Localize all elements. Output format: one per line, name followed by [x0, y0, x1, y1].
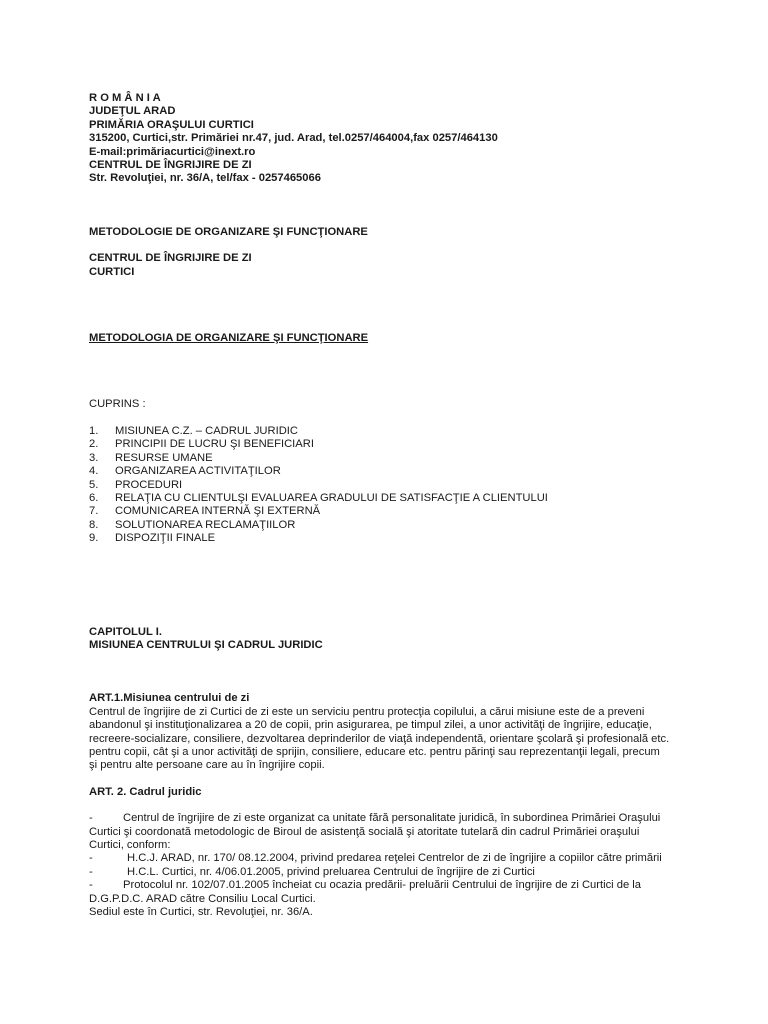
list-item: 7. COMUNICAREA INTERNĂ ŞI EXTERNĂ: [89, 505, 321, 518]
letterhead: [89, 92, 689, 186]
article-1-line: abandonul şi instituţionalizarea a 20 de copii, prin asigurarea, pe timpul zilei, a unor activităţi de îngrijire, educaţie,: [89, 719, 652, 732]
article-2: [89, 786, 689, 920]
list-item: 4. ORGANIZAREA ACTIVITAŢILOR: [89, 465, 281, 478]
chapter-number: CAPITOLUL I.: [89, 625, 162, 638]
list-item: 8. SOLUTIONAREA RECLAMAŢIILOR: [89, 518, 296, 531]
document-page: [89, 92, 689, 919]
list-item: 1. MISIUNEA C.Z. – CADRUL JURIDIC: [89, 424, 298, 437]
article-1-line: recreere-socializare, consiliere, dezvoltarea deprinderilor de viaţă independentă, orientare şcolară şi profesională etc.: [89, 732, 670, 745]
address-line: 315200, Curtici,str. Primăriei nr.47, jud. Arad, tel.0257/464004,fax 0257/464130: [89, 132, 498, 145]
article-2-heading: ART. 2. Cadrul juridic: [89, 785, 202, 798]
article-2-continuation: D.G.P.D.C. ARAD către Consiliu Local Curtici.: [89, 892, 316, 905]
article-1-line: Centrul de îngrijire de zi Curtici de zi este un serviciu pentru protecţia copilului, a cărui misiune este de a preveni: [89, 705, 645, 718]
email-line: E-mail:primăriacurtici@inext.ro: [89, 145, 256, 158]
list-item: - H.C.J. ARAD, nr. 170/ 08.12.2004, privind predarea reţelei Centrelor de zi de îngrijire a copiilor către primării: [89, 852, 662, 865]
list-item: 6. RELAŢIA CU CLIENTULŞI EVALUAREA GRADULUI DE SATISFACŢIE A CLIENTULUI: [89, 491, 548, 504]
article-2-seat: Sediul este în Curtici, str. Revoluţiei, nr. 36/A.: [89, 906, 313, 919]
list-item: 3. RESURSE UMANE: [89, 451, 213, 464]
title-block: [89, 226, 689, 279]
city-hall-line: PRIMĂRIA ORAŞULUI CURTICI: [89, 118, 254, 131]
document-title: METODOLOGIE DE ORGANIZARE ŞI FUNCŢIONARE: [89, 225, 368, 238]
toc-list: [89, 425, 689, 546]
article-2-line: Curtici şi coordonată metodologic de Biroul de asistenţă socială şi atoritate tutelară din cadrul Primăriei oraşului: [89, 825, 640, 838]
list-item: - H.C.L. Curtici, nr. 4/06.01.2005, privind preluarea Centrului de îngrijire de zi Curtici: [89, 865, 535, 878]
list-item: - Protocolul nr. 102/07.01.2005 încheiat cu ocazia predării- preluării Centrului de îngrijire de zi Curtici de la: [89, 879, 642, 892]
center-line: CENTRUL DE ÎNGRIJIRE DE ZI: [89, 159, 252, 172]
list-item: 2. PRINCIPII DE LUCRU ŞI BENEFICIARI: [89, 438, 314, 451]
toc-label: CUPRINS :: [89, 398, 146, 411]
center-name: CENTRUL DE ÎNGRIJIRE DE ZI: [89, 252, 252, 265]
article-1-line: pentru copii, cât şi a unor activităţi de sprijin, consiliere, educare etc. pentru părinţi sau reprezentanţii legali, precum: [89, 745, 660, 758]
list-item: 5. PROCEDURI: [89, 478, 183, 491]
center-address-line: Str. Revoluţiei, nr. 36/A, tel/fax - 0257465066: [89, 172, 321, 185]
county-line: JUDEŢUL ARAD: [89, 105, 176, 118]
article-2-intro: - Centrul de îngrijire de zi este organizat ca unitate fără personalitate juridică, în subordinea Primăriei Oraşului: [89, 812, 661, 825]
article-2-line: Curtici, conform:: [89, 839, 171, 851]
chapter-title: MISIUNEA CENTRULUI ŞI CADRUL JURIDIC: [89, 638, 323, 651]
article-1-heading: ART.1.Misiunea centrului de zi: [89, 692, 250, 705]
article-1-line: şi pentru alte persoane care au în îngrijire copii.: [89, 759, 325, 772]
article-1: [89, 692, 689, 772]
location: CURTICI: [89, 265, 135, 278]
country-line: R O M Â N I A: [89, 92, 161, 104]
main-heading: METODOLOGIA DE ORGANIZARE ŞI FUNCŢIONARE: [89, 332, 369, 345]
chapter-heading: [89, 626, 689, 653]
table-of-contents: [89, 398, 689, 545]
list-item: 9. DISPOZIŢII FINALE: [89, 532, 216, 545]
